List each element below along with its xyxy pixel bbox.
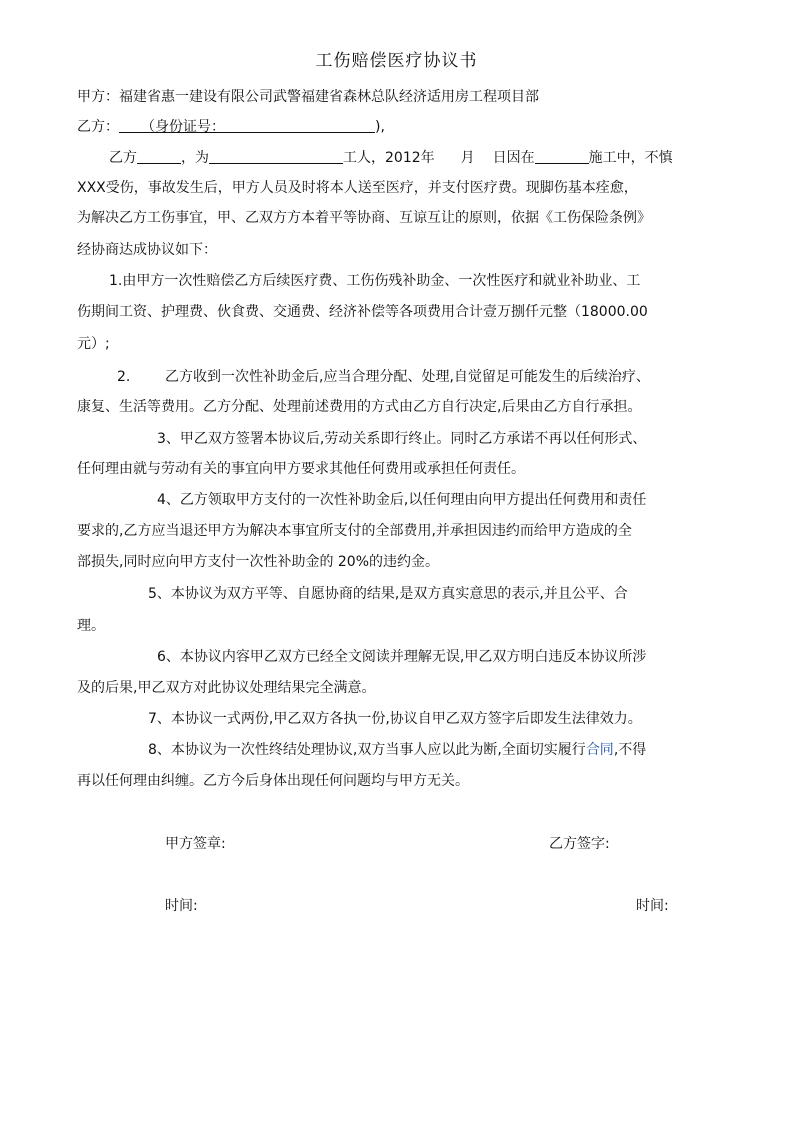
hometown-blank (209, 149, 343, 164)
party-b-name-blank-2 (137, 149, 181, 164)
intro-line-3: 为解决乙方工伤事宜，甲、乙双方方本着平等协商、互谅互让的原则，依据《工伤保险条例》 (77, 210, 651, 226)
clause-2-line-2: 康复、生活等费用。乙方分配、处理前述费用的方式由乙方自行决定,后果由乙方自行承担。 (77, 399, 642, 415)
clause-6-line-2: 及的后果,甲乙双方对此协议处理结果完全满意。 (77, 680, 376, 696)
intro-line-4: 经协商达成协议如下： (77, 242, 217, 258)
clause-6-line-1: 6、本协议内容甲乙双方已经全文阅读并理解无误,甲乙双方明白违反本协议所涉 (157, 649, 647, 665)
party-b-name-blank (119, 118, 141, 133)
clause-8-line-1 (148, 740, 646, 760)
clause-8-text: 8、本协议为一次性终结处理协议,双方当事人应以此为断,全面切实履行 (148, 742, 586, 758)
clause-3-line-1: 3、甲乙双方签署本协议后,劳动关系即行终止。同时乙方承诺不再以任何形式、 (157, 431, 647, 447)
clause-1-line-1: 1.由甲方一次性赔偿乙方后续医疗费、工伤伤残补助金、一次性医疗和就业补助业、工 (109, 273, 641, 289)
party-b-line (77, 117, 385, 137)
clause-7-line-1: 7、本协议一式两份,甲乙双方各执一份,协议自甲乙双方签字后即发生法律效力。 (148, 711, 642, 727)
clause-8-text: ,不得 (613, 742, 647, 758)
intro-line-2: XXX受伤，事故发生后，甲方人员及时将本人送至医疗，并支付医疗费。现脚伤基本痊愈， (77, 180, 638, 196)
party-b-time-label: 时间: (636, 898, 669, 914)
clause-1-line-2: 伤期间工资、护理费、伙食费、交通费、经济补偿等各项费用合计壹万捌仟元整（18000.00 (77, 304, 648, 320)
clause-2-number: 2. (117, 369, 131, 385)
intro-line-1 (109, 148, 673, 168)
party-a-time-label: 时间: (165, 898, 198, 914)
party-a-signature-label: 甲方签章: (165, 836, 226, 852)
clause-5-line-1: 5、本协议为双方平等、自愿协商的结果,是双方真实意思的表示,并且公平、合 (148, 586, 628, 602)
document-title: 工伤赔偿医疗协议书 (315, 51, 478, 71)
intro-text: 工人，2012年 (343, 150, 435, 166)
clause-2-line-1: 乙方收到一次性补助金后,应当合理分配、处理,自觉留足可能发生的后续治疗、 (165, 369, 650, 385)
party-b-id-close: ), (375, 119, 385, 135)
intro-text: 乙方 (109, 150, 137, 166)
party-b-id-label: （身份证号： (141, 119, 225, 135)
clause-8-line-2: 再以任何理由纠缠。乙方今后身体出现任何问题均与甲方无关。 (77, 773, 469, 789)
worksite-blank (535, 149, 589, 164)
intro-text: 日因在 (492, 150, 535, 166)
clause-5-line-2: 理。 (77, 618, 105, 634)
contract-link[interactable]: 合同 (585, 742, 614, 758)
intro-text: ，为 (181, 150, 209, 166)
clause-4-line-2: 要求的,乙方应当退还甲方为解决本事宜所支付的全部费用,并承担因违约而给甲方造成的全 (77, 523, 632, 539)
party-a-line: 甲方：福建省惠一建设有限公司武警福建省森林总队经济适用房工程项目部 (77, 89, 539, 105)
clause-4-line-3: 部损失,同时应向甲方支付一次性补助金的 20%的违约金。 (77, 554, 440, 570)
clause-4-line-1: 4、乙方领取甲方支付的一次性补助金后,以任何理由向甲方提出任何费用和责任 (157, 492, 647, 508)
party-b-signature-label: 乙方签字: (549, 836, 610, 852)
intro-text: 施工中，不慎 (588, 150, 673, 166)
clause-3-line-2: 任何理由就与劳动有关的事宜向甲方要求其他任何费用或承担任何责任。 (77, 461, 525, 477)
clause-1-line-3: 元）; (77, 336, 110, 352)
party-b-prefix: 乙方： (77, 119, 119, 135)
intro-text: 月 (460, 150, 475, 166)
party-b-id-blank (225, 118, 375, 133)
